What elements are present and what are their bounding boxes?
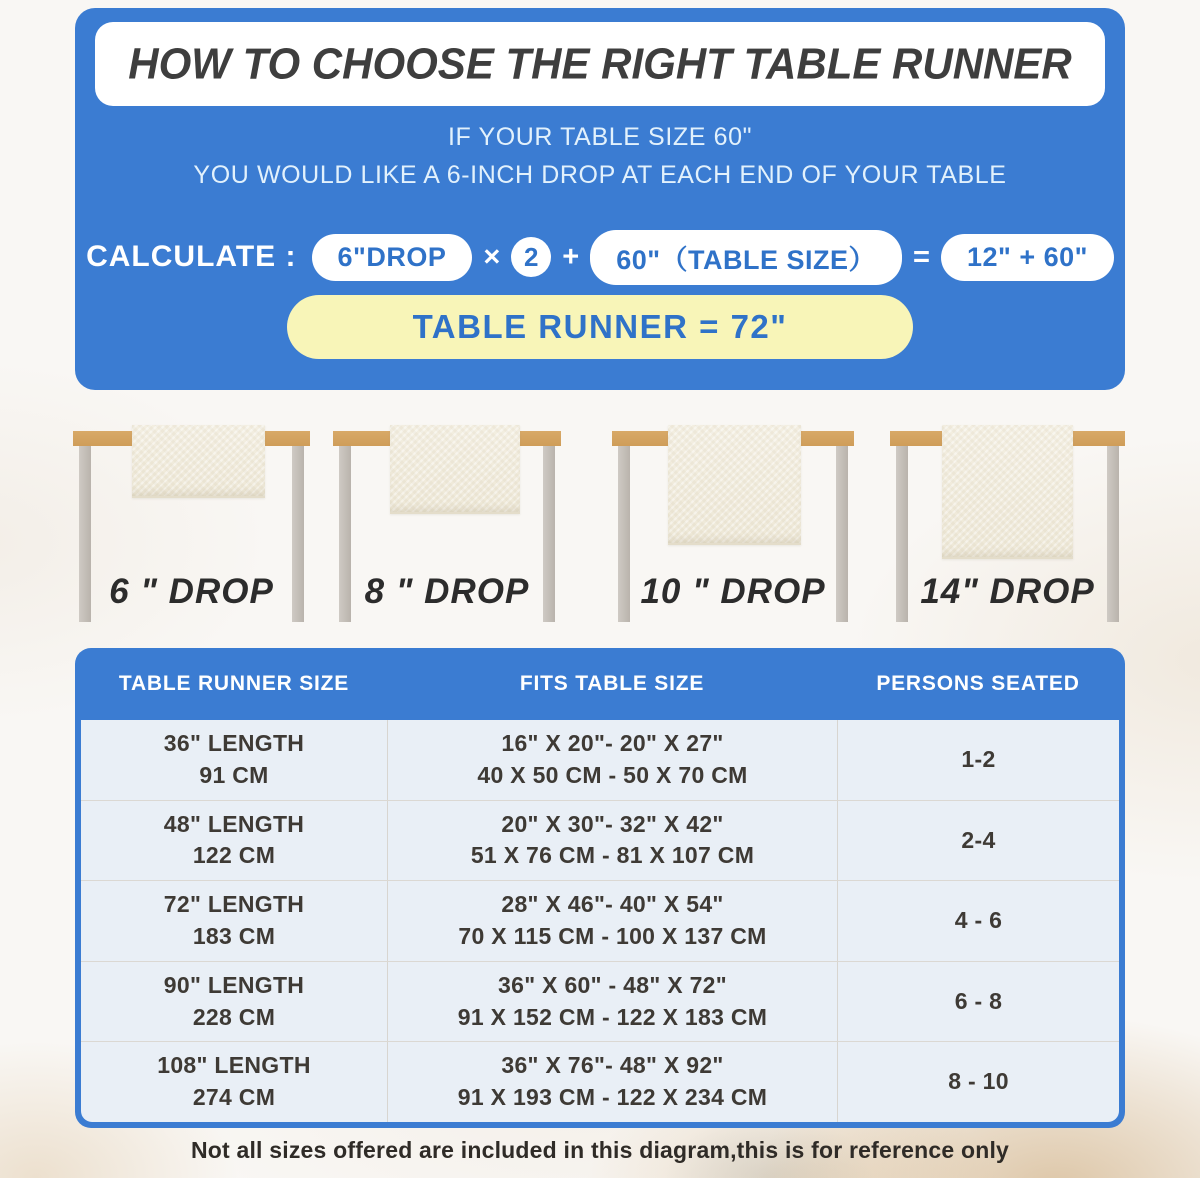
drop-label: 8 " DROP [364,572,530,611]
col-header-fits-table-size: FITS TABLE SIZE [519,672,705,695]
runner-length-in: 48" LENGTH [163,810,305,837]
table-figure-6-drop [73,408,310,636]
size-chart-row [81,880,1119,961]
subtitle-line2: YOU WOULD LIKE A 6-INCH DROP AT EACH END OF YOUR TABLE [193,161,1007,189]
drop-label: 14" DROP [920,572,1095,611]
fits-size-in: 36" X 60" - 48" X 72" [498,971,727,998]
persons-cell: 8 - 10 [837,1042,1119,1122]
fits-size-in: 28" X 46"- 40" X 54" [501,891,724,918]
persons-cell: 4 - 6 [837,881,1119,961]
persons-cell: 2-4 [837,801,1119,881]
runner-length-cm: 122 CM [192,842,276,869]
final-result-text: TABLE RUNNER = 72" [412,308,788,345]
subtitle-line1: IF YOUR TABLE SIZE 60" [447,123,753,151]
size-chart-row [81,1041,1119,1122]
drop-label: 6 " DROP [109,572,274,611]
size-chart-row [81,720,1119,800]
persons-cell: 6 - 8 [837,962,1119,1042]
runner-size-cell [81,720,387,800]
size-chart-header [81,648,1119,720]
calculation-row [75,232,1125,282]
fits-size-cm: 91 X 152 CM - 122 X 183 CM [457,1003,768,1030]
runner-size-cell [81,962,387,1042]
fits-size-cm: 40 X 50 CM - 50 X 70 CM [477,761,748,788]
runner-length-cm: 274 CM [192,1084,276,1111]
fits-size-cell [387,881,837,961]
fits-size-cell [387,962,837,1042]
fits-size-cell [387,801,837,881]
runner-length-cm: 228 CM [192,1003,276,1030]
runner-drape [132,425,265,498]
drop-value-pill: 6"DROP [312,234,473,281]
runner-drape [942,425,1073,559]
table-figure-14-drop [890,408,1125,636]
table-figure-10-drop [612,408,854,636]
runner-length-in: 72" LENGTH [163,891,305,918]
final-result-pill [287,295,913,359]
persons-cell: 1-2 [837,720,1119,800]
size-chart-panel [75,648,1125,1128]
sum-pill: 12" + 60" [941,234,1114,281]
drop-illustrations [0,408,1200,636]
table-size-pill: 60"（TABLE SIZE） [590,230,902,285]
multiply-operator: × [483,240,501,273]
calculate-label: CALCULATE : [86,240,297,273]
plus-operator: + [562,240,580,273]
title-banner [95,22,1105,106]
runner-length-cm: 91 CM [199,761,269,788]
runner-length-in: 108" LENGTH [157,1052,311,1079]
col-header-persons-seated: PERSONS SEATED [876,672,1080,695]
fits-size-in: 36" X 76"- 48" X 92" [501,1052,724,1079]
col-header-runner-size: TABLE RUNNER SIZE [118,672,350,695]
runner-drape [390,425,520,514]
fits-size-cm: 51 X 76 CM - 81 X 107 CM [470,842,755,869]
fits-size-in: 20" X 30"- 32" X 42" [501,810,724,837]
header-panel [75,8,1125,390]
footnote: Not all sizes offered are included in this diagram,this is for reference only [190,1137,1010,1163]
equals-operator: = [913,240,930,273]
runner-length-cm: 183 CM [192,922,276,949]
drop-label: 10 " DROP [640,572,826,611]
fits-size-cm: 70 X 115 CM - 100 X 137 CM [458,922,767,949]
page-title: HOW TO CHOOSE THE RIGHT TABLE RUNNER [128,39,1072,88]
runner-drape [668,425,801,545]
multiplier-badge: 2 [511,237,551,277]
runner-length-in: 90" LENGTH [163,971,305,998]
fits-size-in: 16" X 20"- 20" X 27" [501,730,724,757]
size-chart-row [81,961,1119,1042]
fits-size-cell [387,1042,837,1122]
runner-size-cell [81,1042,387,1122]
fits-size-cm: 91 X 193 CM - 122 X 234 CM [457,1084,768,1111]
table-figure-8-drop [333,408,561,636]
runner-size-cell [81,881,387,961]
size-chart-row [81,800,1119,881]
runner-length-in: 36" LENGTH [163,730,305,757]
runner-size-cell [81,801,387,881]
fits-size-cell [387,720,837,800]
size-chart-body [81,720,1119,1122]
